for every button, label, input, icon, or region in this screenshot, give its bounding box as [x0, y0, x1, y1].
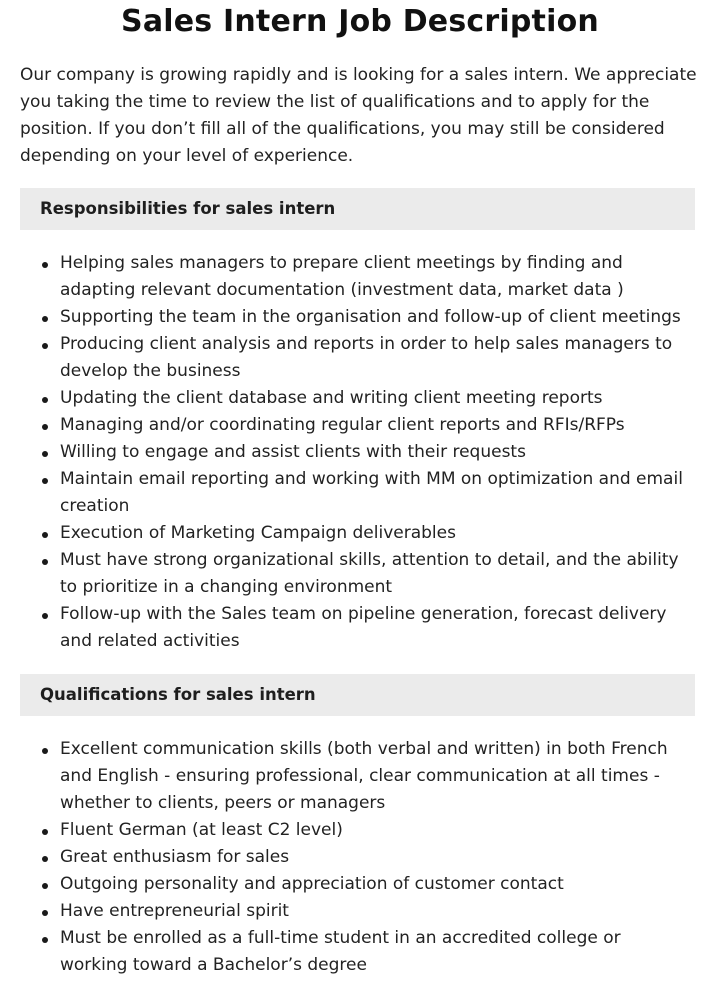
list-item-text: Supporting the team in the organisation and follow-up of client meetings: [60, 307, 681, 327]
bullet-icon: [42, 910, 48, 916]
bullet-icon: [42, 613, 48, 619]
list-item: [60, 304, 692, 331]
bullet-icon: [42, 316, 48, 322]
bullet-icon: [42, 937, 48, 943]
qualifications-list: [0, 736, 720, 979]
list-item-text: Great enthusiasm for sales: [60, 847, 290, 867]
list-item-text: Outgoing personality and appreciation of customer contact: [60, 874, 564, 894]
intro-paragraph: Our company is growing rapidly and is looking for a sales intern. We appreciate you taking the time to review the list of qualifications and to apply for the position. If you don’t fill all of the qualifications, you may still be considered depending on your level of experience.: [20, 65, 697, 166]
bullet-icon: [42, 856, 48, 862]
qualifications-heading: Qualifications for sales intern: [20, 674, 695, 716]
list-item-text: Excellent communication skills (both verbal and written) in both French and English - ensuring professional, clear communication at all times - whether to clients, peers or managers: [60, 739, 668, 813]
bullet-icon: [42, 451, 48, 457]
list-item: [60, 844, 692, 871]
bullet-icon: [42, 343, 48, 349]
list-item: [60, 601, 692, 655]
bullet-icon: [42, 262, 48, 268]
list-item: [60, 250, 692, 304]
list-item-text: Willing to engage and assist clients with their requests: [60, 442, 526, 462]
list-item-text: Producing client analysis and reports in order to help sales managers to develop the business: [60, 334, 673, 381]
list-item-text: Updating the client database and writing client meeting reports: [60, 388, 603, 408]
bullet-icon: [42, 829, 48, 835]
list-item: [60, 331, 692, 385]
list-item-text: Must be enrolled as a full-time student in an accredited college or working toward a Bachelor’s degree: [60, 928, 621, 975]
list-item: [60, 412, 692, 439]
list-item: [60, 871, 692, 898]
bullet-icon: [42, 532, 48, 538]
list-item-text: Have entrepreneurial spirit: [60, 901, 289, 921]
bullet-icon: [42, 478, 48, 484]
bullet-icon: [42, 748, 48, 754]
list-item-text: Helping sales managers to prepare client meetings by finding and adapting relevant documentation (investment data, market data ): [60, 253, 624, 300]
list-item: [60, 439, 692, 466]
list-item: [60, 736, 692, 817]
bullet-icon: [42, 424, 48, 430]
list-item-text: Execution of Marketing Campaign deliverables: [60, 523, 456, 543]
responsibilities-list: [0, 250, 720, 655]
list-item-text: Managing and/or coordinating regular client reports and RFIs/RFPs: [60, 415, 625, 435]
bullet-icon: [42, 883, 48, 889]
list-item: [60, 817, 692, 844]
list-item-text: Maintain email reporting and working with MM on optimization and email creation: [60, 469, 683, 516]
bullet-icon: [42, 559, 48, 565]
list-item-text: Fluent German (at least C2 level): [60, 820, 343, 840]
responsibilities-heading: Responsibilities for sales intern: [20, 188, 695, 230]
list-item: [60, 466, 692, 520]
bullet-icon: [42, 397, 48, 403]
list-item: [60, 925, 692, 979]
list-item-text: Must have strong organizational skills, attention to detail, and the ability to prioritize in a changing environment: [60, 550, 679, 597]
list-item: [60, 547, 692, 601]
list-item: [60, 385, 692, 412]
list-item: [60, 520, 692, 547]
list-item-text: Follow-up with the Sales team on pipeline generation, forecast delivery and related activities: [60, 604, 667, 651]
list-item: [60, 898, 692, 925]
page-title: Sales Intern Job Description: [121, 4, 599, 39]
